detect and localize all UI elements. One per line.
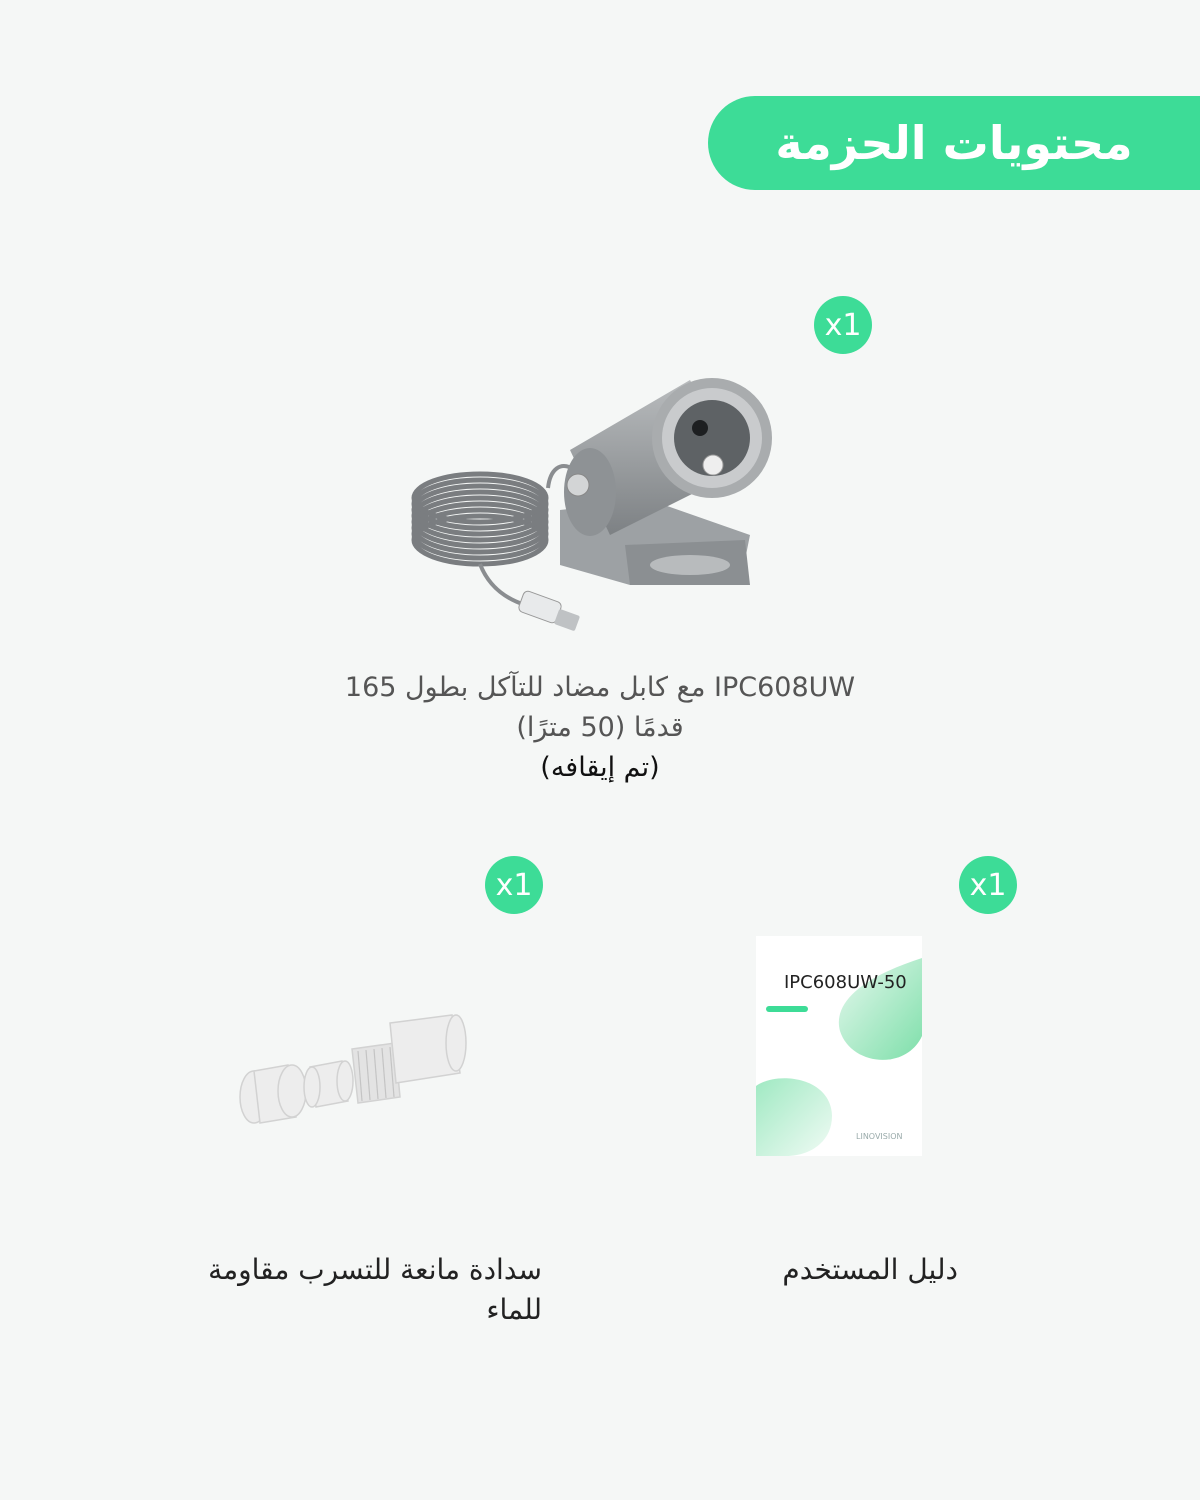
user-manual-image (756, 936, 922, 1156)
manual-caption (700, 1250, 958, 1290)
quantity-label: x1 (969, 867, 1007, 903)
quantity-badge-plug (485, 856, 543, 914)
discontinued-note: (تم إيقافه) (540, 752, 660, 783)
camera-image (400, 360, 820, 640)
section-header (708, 96, 1200, 190)
manual-description: دليل المستخدم (782, 1253, 958, 1286)
quantity-label: x1 (824, 307, 862, 343)
section-title: محتويات الحزمة (775, 116, 1133, 170)
plug-caption (160, 1250, 542, 1330)
waterproof-plug-image (230, 1005, 470, 1135)
quantity-label: x1 (495, 867, 533, 903)
camera-caption (290, 668, 910, 788)
plug-description-line1: سدادة مانعة للتسرب مقاومة (208, 1253, 542, 1286)
quantity-badge-manual (959, 856, 1017, 914)
manual-cover-brand: LINOVISION (856, 1132, 903, 1141)
manual-cover-title: IPC608UW-50 (784, 972, 907, 993)
plug-description-line2: للماء (486, 1293, 542, 1326)
camera-description-line2: قدمًا (50 مترًا) (516, 712, 684, 743)
camera-description-line1: IPC608UW مع كابل مضاد للتآكل بطول 165 (344, 672, 856, 703)
quantity-badge-camera (814, 296, 872, 354)
